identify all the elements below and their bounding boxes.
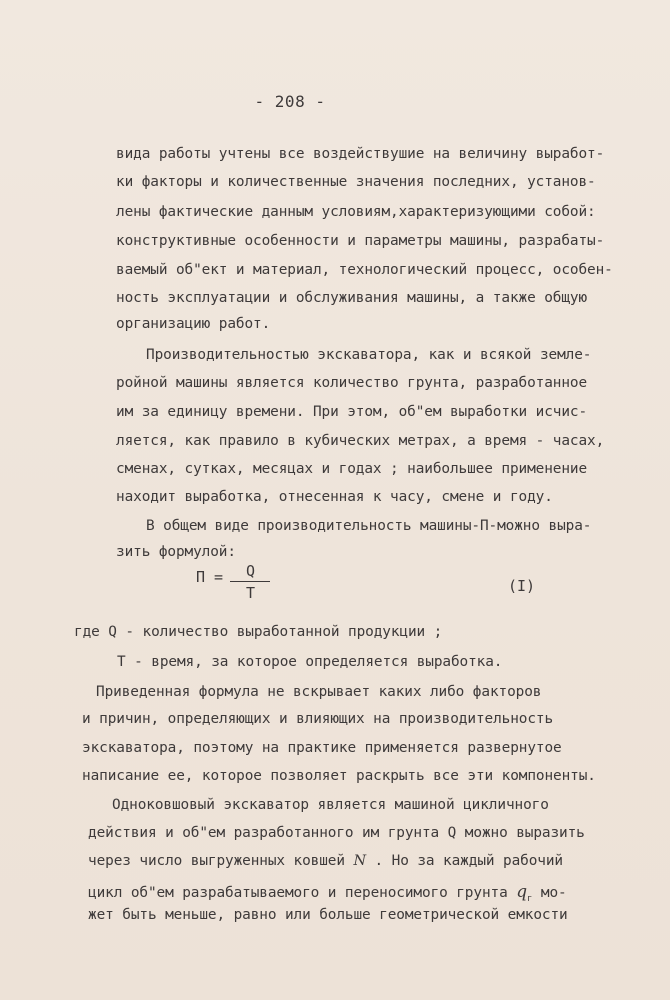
text-line: вида работы учтены все воздействушие на величину выработ-: [116, 146, 605, 162]
text-line: [88, 882, 567, 904]
text-line: жет быть меньше, равно или больше геометрической емкости: [88, 907, 568, 923]
text-line: ки факторы и количественные значения последних, установ-: [116, 174, 596, 190]
equation-number: (I): [508, 577, 536, 595]
text-line: организацию работ.: [116, 316, 271, 332]
text-line: сменах, сутках, месяцах и годах ; наибольшее применение: [116, 461, 588, 477]
text-line: написание ее, которое позволяет раскрыть все эти компоненты.: [82, 768, 596, 784]
text-line: Приведенная формула не вскрывает каких либо факторов: [96, 684, 542, 700]
text-line: ройной машины является количество грунта, разработанное: [116, 375, 588, 391]
text-line: Одноковшовый экскаватор является машиной цикличного: [112, 797, 549, 813]
text-fragment: . Но за каждый рабочий: [365, 853, 563, 869]
text-line: В общем виде производительность машины-П-можно выра-: [146, 518, 592, 534]
text-line: ваемый об"ект и материал, технологический процесс, особен-: [116, 262, 613, 278]
text-line: и причин, определяющих и влияющих на производительность: [82, 711, 554, 727]
text-fragment: цикл об"ем разрабатываемого и переносимого грунта: [88, 885, 517, 901]
text-line: действия и об"ем разработанного им грунта Q можно выразить: [88, 825, 585, 841]
text-line: конструктивные особенности и параметры машины, разрабаты-: [116, 233, 605, 249]
symbol-q: q: [516, 882, 527, 902]
fraction-bar: [230, 581, 270, 582]
symbol-n: N: [353, 853, 366, 869]
text-line: Т - время, за которое определяется выработка.: [117, 654, 503, 670]
formula-denominator: T: [246, 584, 256, 602]
text-line: ляется, как правило в кубических метрах, а время - часах,: [116, 433, 605, 449]
text-line: экскаватора, поэтому на практике применяется развернутое: [82, 740, 562, 756]
text-fragment: через число выгруженных ковшей: [88, 853, 354, 869]
formula: [196, 562, 396, 612]
text-line: зить формулой:: [116, 544, 236, 560]
text-line: находит выработка, отнесенная к часу, смене и году.: [116, 489, 553, 505]
formula-lhs: П =: [196, 568, 224, 586]
text-fragment: мо-: [532, 885, 567, 901]
text-line: где Q - количество выработанной продукции ;: [74, 624, 443, 640]
text-line: [88, 853, 563, 869]
text-line: им за единицу времени. При этом, об"ем выработки исчис-: [116, 404, 588, 420]
formula-numerator: Q: [246, 562, 256, 580]
text-line: ность эксплуатации и обслуживания машины, а также общую: [116, 290, 588, 306]
text-line: лены фактические данным условиям,характеризующими собой:: [116, 204, 596, 220]
page-number: - 208 -: [254, 92, 326, 111]
text-line: Производительностью экскаватора, как и всякой земле-: [146, 347, 592, 363]
symbol-q-subscript: г: [527, 893, 533, 904]
